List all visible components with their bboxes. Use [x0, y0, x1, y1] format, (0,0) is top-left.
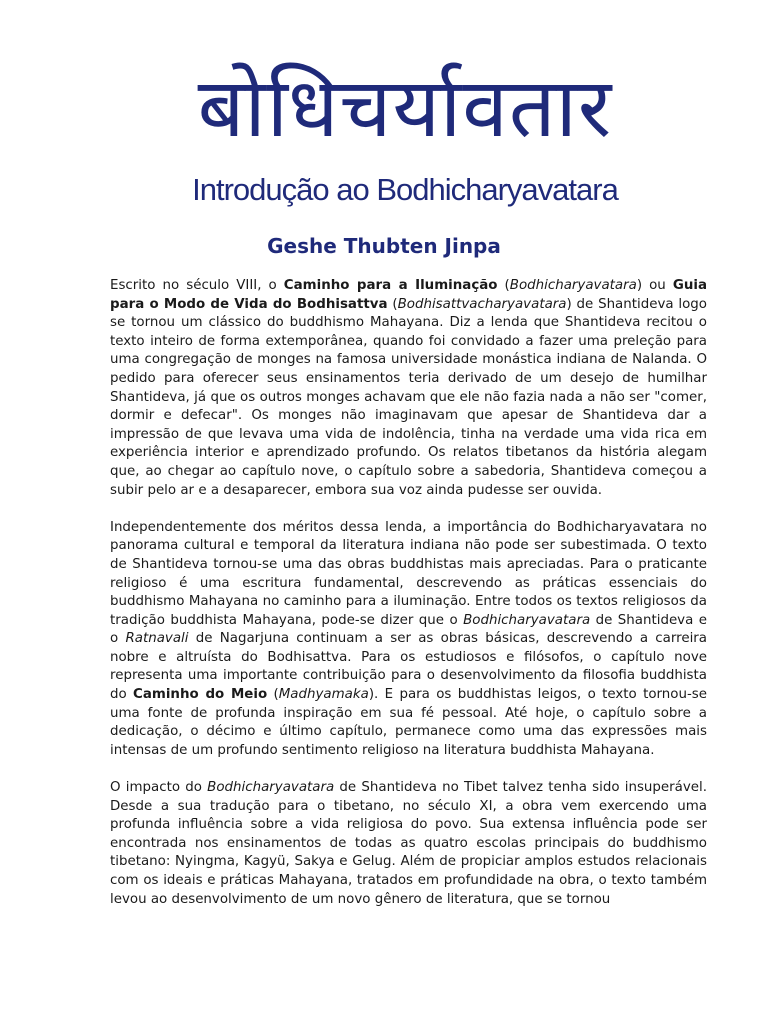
devanagari-title: बोधिचर्यावतार [197, 61, 613, 156]
italic-term: Bodhicharyavatara [463, 612, 591, 628]
text-run: de Shantideva no Tibet talvez tenha sido insuperável. Desde a sua tradução para o tibetano, no século XI, a obra vem exercendo uma profunda influência sobre a vida religiosa do povo. Sua extensa influência pode ser encontrada nos ensinamentos de todas as quatro escolas principais do buddhismo tibetano: Nyingma, Kagyü, Sakya e Gelug. Além de propiciar amplos estudos relacionais com os ideais e práticas Mahayana, tratados em profundidade na obra, o texto também levou ao desenvolvimento de um novo gênero de literatura, que se tornou [110, 780, 707, 907]
document-title: Introdução ao Bodhicharyavatara [192, 172, 618, 207]
text-run: de Shantideva e o [110, 612, 707, 647]
text-run: ( [387, 296, 398, 312]
text-run: ) ou [636, 278, 673, 293]
article-body [110, 277, 707, 928]
italic-term: Bodhicharyavatara [509, 278, 637, 293]
text-run: ( [497, 278, 510, 293]
title-logo [150, 50, 660, 220]
italic-term: Ratnavali [125, 631, 189, 647]
text-run: ( [267, 687, 279, 703]
bold-term: Caminho do Meio [133, 687, 268, 703]
paragraph-3 [110, 779, 707, 909]
paragraph-1 [110, 277, 707, 500]
text-run: de Nagarjuna continuam a ser as obras básicas, descrevendo a carreira nobre e altruísta do Bodhisattva. Para os estudiosos e filósofos, o capítulo nove representa uma importante contribuição para o desenvolvimento da filosofia buddhista do [110, 631, 707, 703]
text-run: O impacto do [110, 780, 208, 796]
italic-term: Madhyamaka [278, 687, 369, 703]
paragraph-2 [110, 519, 707, 761]
italic-term: Bodhisattvacharyavatara [397, 296, 567, 312]
bold-term: Guia para o Modo de Vida do Bodhisattva [110, 278, 707, 312]
author-name: Geshe Thubten Jinpa [267, 234, 501, 258]
text-run: Escrito no século VIII, o [110, 278, 284, 293]
text-run: ) de Shantideva logo se tornou um clássico do buddhismo Mahayana. Diz a lenda que Shantideva recitou o texto inteiro de forma extemporânea, quando foi convidado a fazer uma preleção para uma congregação de monges na famosa universidade monástica indiana de Nalanda. O pedido para oferecer seus ensinamentos teria derivado de um desejo de humilhar Shantideva, já que os outros monges achavam que ele não fazia nada a não ser "comer, dormir e defecar". Os monges não imaginavam que apesar de Shantideva dar a impressão de que levava uma vida de indolência, tinha na verdade uma vida rica em experiência interior e aprendizado profundo. Os relatos tibetanos da história alegam que, ao chegar ao capítulo nove, o capítulo sobre a sabedoria, Shantideva começou a subir pelo ar e a desaparecer, embora sua voz ainda pudesse ser ouvida. [110, 296, 707, 498]
text-run: Independentemente dos méritos dessa lenda, a importância do Bodhicharyavatara no panorama cultural e temporal da literatura indiana não pode ser subestimada. O texto de Shantideva tornou-se uma das obras buddhistas mais apreciadas. Para o praticante religioso é uma escritura fundamental, descrevendo as práticas essenciais do buddhismo Mahayana no caminho para a iluminação. Entre todos os textos religiosos da tradição buddhista Mahayana, pode-se dizer que o [110, 519, 707, 628]
bold-term: Caminho para a Iluminação [283, 278, 498, 293]
text-run: ). E para os buddhistas leigos, o texto tornou-se uma fonte de profunda inspiração em sua fé pessoal. Até hoje, o capítulo sobre a dedicação, o décimo e último capítulo, permanece como uma das expressões mais intensas de um profundo sentimento religioso na literatura buddhista Mahayana. [110, 687, 707, 758]
italic-term: Bodhicharyavatara [207, 780, 335, 796]
